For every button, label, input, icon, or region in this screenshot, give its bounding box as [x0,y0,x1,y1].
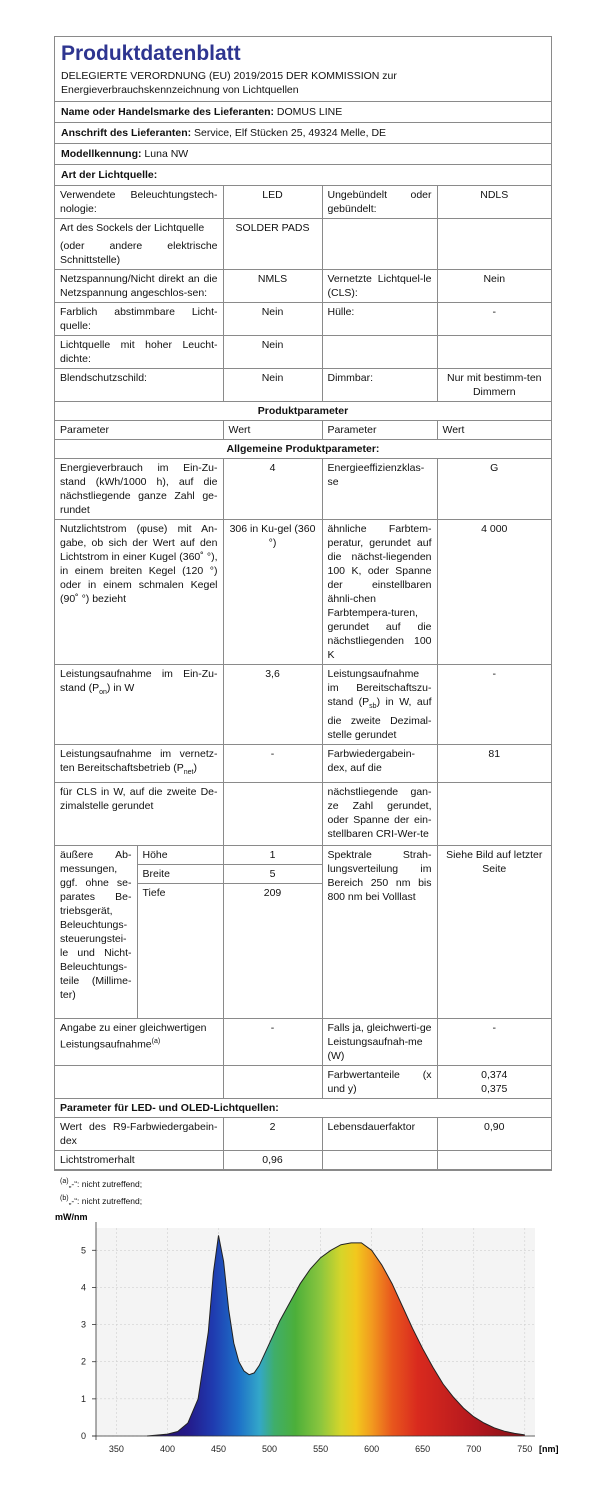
socket-label [55,219,223,270]
y-tick-label: 0 [80,1431,86,1441]
x-tick-label: 550 [313,1444,329,1454]
socket-label-1: Art des Sockels der Lichtquelle [60,222,205,234]
table-row [55,219,551,270]
lumen-maintenance-label: Lichtstromerhalt [55,1151,223,1170]
equivalent-power-label [55,1019,223,1066]
dimensions-inner-table [55,846,223,1018]
table-row [55,1066,551,1099]
width-value: 5 [224,865,322,884]
survival-factor-value: 0,90 [437,1118,551,1151]
x-tick-label: 500 [262,1444,278,1454]
title-box [55,37,551,102]
x-axis-label: [nm] [539,1444,559,1454]
table-row [55,440,551,459]
supplier-address-value: Service, Elf Stücken 25, 49324 Melle, DE [194,127,387,139]
bundled-label: Ungebündelt oder gebündelt: [322,186,437,219]
table-row [55,1019,551,1066]
empty-cell [223,783,322,846]
mains-label: Netzspannung/Nicht direkt an die Netzspannung angeschlos-sen: [55,270,223,303]
table-row [55,459,551,520]
high-luminance-value: Nein [223,336,322,369]
r9-label: Wert des R9-Farbwiedergabein-dex [55,1118,223,1151]
networked-standby-value: - [223,745,322,783]
model-label: Modellkennung: [61,148,142,160]
dimensions-cell [55,846,223,1019]
socket-label-2: (oder andere elektrische Schnittstelle) [60,240,218,266]
lumen-maintenance-value: 0,96 [223,1151,322,1170]
spectral-chart-svg [40,1208,560,1463]
glare-shield-value: Nein [223,369,322,402]
cls-label: Vernetzte Lichtquel-le (CLS): [322,270,437,303]
networked-standby-label-b: ) [193,762,197,775]
column-header-parameter-2: Parameter [322,421,437,440]
on-mode-power-label [55,665,223,745]
footnote-a-text: „-“: nicht zutreffend; [68,1178,143,1189]
on-mode-power-value: 3,6 [223,665,322,745]
empty-cell [437,219,551,270]
high-luminance-label: Lichtquelle mit hoher Leucht-dichte: [55,336,223,369]
standby-power-value: - [437,665,551,745]
energy-class-label: Energieeffizienzklas-se [322,459,437,520]
table-row [55,369,551,402]
networked-standby-label-2: für CLS in W, auf die zweite De-zimalstelle gerundet [55,783,223,846]
x-tick-label: 350 [108,1444,124,1454]
led-parameters-title: Parameter für LED- und OLED-Lichtquellen: [55,1099,551,1118]
model-value: Luna NW [144,148,189,160]
column-header-value-2: Wert [437,421,551,440]
mains-value: NMLS [223,270,322,303]
color-temperature-label: ähnliche Farbtem-peratur, gerundet auf die nächst-liegenden 100 K, oder Spanne der einstellbaren ähnli-chen Farbtempera-turen, gerundet auf die nächstliegenden 100 K [322,520,437,665]
dimmable-label: Dimmbar: [322,369,437,402]
table-row [55,303,551,336]
dimensions-label: äußere Ab-messungen, ggf. ohne se-parates Be-triebsgerät, Beleuchtungs-steuerungstei-le und Nicht-Beleuchtungs-teile (Millime-ter) [55,846,137,1018]
equivalent-power-2-label: Falls ja, gleichwerti-ge Leistungsaufnah-me (W) [322,1019,437,1066]
luminous-flux-label: Nutzlichtstrom (φuse) mit An-gabe, ob sich der Wert auf den Lichtstrom in einer Kugel (360˚ °), in einem breiten Kegel (120 °) oder in einem schmalen Kegel (90˚ °) bezieht [55,520,223,665]
depth-label: Tiefe [142,887,166,900]
cls-value: Nein [437,270,551,303]
color-temperature-value: 4 000 [437,520,551,665]
table-row [55,186,551,219]
y-tick-label: 5 [80,1245,86,1256]
light-source-table [55,186,551,1170]
socket-value: SOLDER PADS [223,219,322,270]
networked-standby-label [55,745,223,783]
chromaticity-value [437,1066,551,1099]
empty-cell [322,336,437,369]
networked-standby-label-a: Leistungsaufnahme im vernetz-ten Bereitschaftsbetrieb (P [60,748,218,775]
product-data-sheet [54,36,552,1171]
empty-cell [55,1066,223,1099]
tunable-value: Nein [223,303,322,336]
empty-cell [437,783,551,846]
y-tick-label: 2 [80,1356,86,1367]
footnote-a-ref: (a) [151,1038,161,1046]
empty-cell [322,1151,437,1170]
model-row [55,144,551,165]
spectral-distribution-value: Siehe Bild auf letzter Seite [437,846,551,1019]
equivalent-power-label-a: Angabe zu einer gleichwertigen Leistungsaufnahme [60,1022,207,1051]
bundled-value: NDLS [437,186,551,219]
supplier-name-row [55,102,551,123]
tunable-label: Farblich abstimmbare Licht-quelle: [55,303,223,336]
general-parameters-title: Allgemeine Produktparameter: [55,440,551,459]
column-header-parameter: Parameter [55,421,223,440]
table-row [55,1151,551,1170]
energy-class-value: G [437,459,551,520]
footnote-b-mark: (b) [60,1195,69,1202]
cri-label-1: Farbwiedergabein-dex, auf die [322,745,437,783]
cri-value: 81 [437,745,551,783]
envelope-label: Hülle: [322,303,437,336]
tech-value: LED [223,186,322,219]
dimmable-value: Nur mit bestimm-ten Dimmern [437,369,551,402]
spectral-chart [40,1208,560,1463]
energy-consumption-label: Energieverbrauch im Ein-Zu-stand (kWh/1000 h), auf die nächstliegende ganze Zahl ge-rundet [55,459,223,520]
empty-cell [223,1066,322,1099]
x-tick-label: 400 [159,1444,175,1454]
table-row [55,421,551,440]
table-row [55,270,551,303]
table-row [55,1099,551,1118]
supplier-name-value: DOMUS LINE [276,106,343,118]
y-tick-label: 3 [80,1319,86,1330]
chromaticity-x: 0,374 [481,1069,508,1082]
height-label: Höhe [138,846,223,865]
table-row [55,783,551,846]
dimensions-inner-row [55,846,223,1018]
standby-power-label [322,665,437,745]
y-tick-label: 4 [80,1282,86,1293]
table-row [55,1118,551,1151]
supplier-address-label: Anschrift des Lieferanten: [61,127,192,139]
empty-cell [437,336,551,369]
equivalent-power-2-value: - [437,1019,551,1066]
equivalent-power-value: - [223,1019,322,1066]
tech-label: Verwendete Beleuchtungstech-nologie: [55,186,223,219]
table-row [55,846,551,1019]
width-label: Breite [138,865,223,884]
spectral-distribution-label: Spektrale Strah-lungsverteilung im Bereich 250 nm bis 800 nm bei Volllast [322,846,437,1019]
dimension-values-cell [223,846,322,1019]
luminous-flux-value: 306 in Ku-gel (360 °) [223,520,322,665]
table-row [55,745,551,783]
chromaticity-y: 0,375 [481,1083,508,1096]
regulation-subtitle: DELEGIERTE VERORDNUNG (EU) 2019/2015 DER KOMMISSION zur Energieverbrauchskennzeichnung von Lichtquellen [61,70,397,96]
empty-cell [437,1151,551,1170]
cri-label-2: nächstliegende gan-ze Zahl gerundet, oder Spanne der ein-stellbaren CRI-Wer-te [322,783,437,846]
footnote-b-text: „-“: nicht zutreffend; [68,1195,143,1206]
glare-shield-label: Blendschutzschild: [55,369,223,402]
footnote-a-mark: (a) [60,1178,69,1185]
table-row [55,665,551,745]
survival-factor-label: Lebensdauerfaktor [322,1118,437,1151]
standby-power-label-b: ) in W, auf die zweite Dezimal-stelle gerundet [327,696,432,742]
table-row [55,402,551,421]
r9-value: 2 [223,1118,322,1151]
supplier-address-row [55,123,551,144]
depth-value: 209 [263,887,282,900]
on-mode-power-sub: on [99,689,107,697]
x-tick-label: 700 [466,1444,482,1454]
y-tick-label: 1 [80,1393,86,1404]
x-tick-label: 750 [517,1444,533,1454]
chromaticity-label: Farbwertanteile (x und y) [322,1066,437,1099]
on-mode-power-label-b: ) in W [106,682,135,694]
standby-power-sub: sb [369,703,377,711]
energy-consumption-value: 4 [223,459,322,520]
x-tick-label: 600 [364,1444,380,1454]
table-row [55,336,551,369]
y-axis-label: mW/nm [55,1212,88,1222]
x-tick-label: 450 [210,1444,227,1454]
light-source-type-label: Art der Lichtquelle: [61,169,158,181]
table-row [55,520,551,665]
footnote-a [60,1176,142,1190]
product-parameters-title: Produktparameter [55,402,551,421]
supplier-name-label: Name oder Handelsmarke des Lieferanten: [61,106,274,118]
on-mode-power-label-a: Leistungsaufnahme im Ein-Zu-stand (P [60,668,218,694]
column-header-value: Wert [223,421,322,440]
envelope-value: - [437,303,551,336]
networked-standby-sub: net [183,769,194,777]
empty-cell [322,219,437,270]
dimension-names-cell [137,846,223,1018]
page-title: Produktdatenblatt [61,42,241,65]
light-source-type-row [55,165,551,186]
x-tick-label: 650 [415,1444,431,1454]
height-value: 1 [224,846,322,865]
standby-power-label-a: Leistungsaufnahme im Bereitschaftszu-stand (P [327,668,432,708]
footnote-b [60,1193,142,1207]
